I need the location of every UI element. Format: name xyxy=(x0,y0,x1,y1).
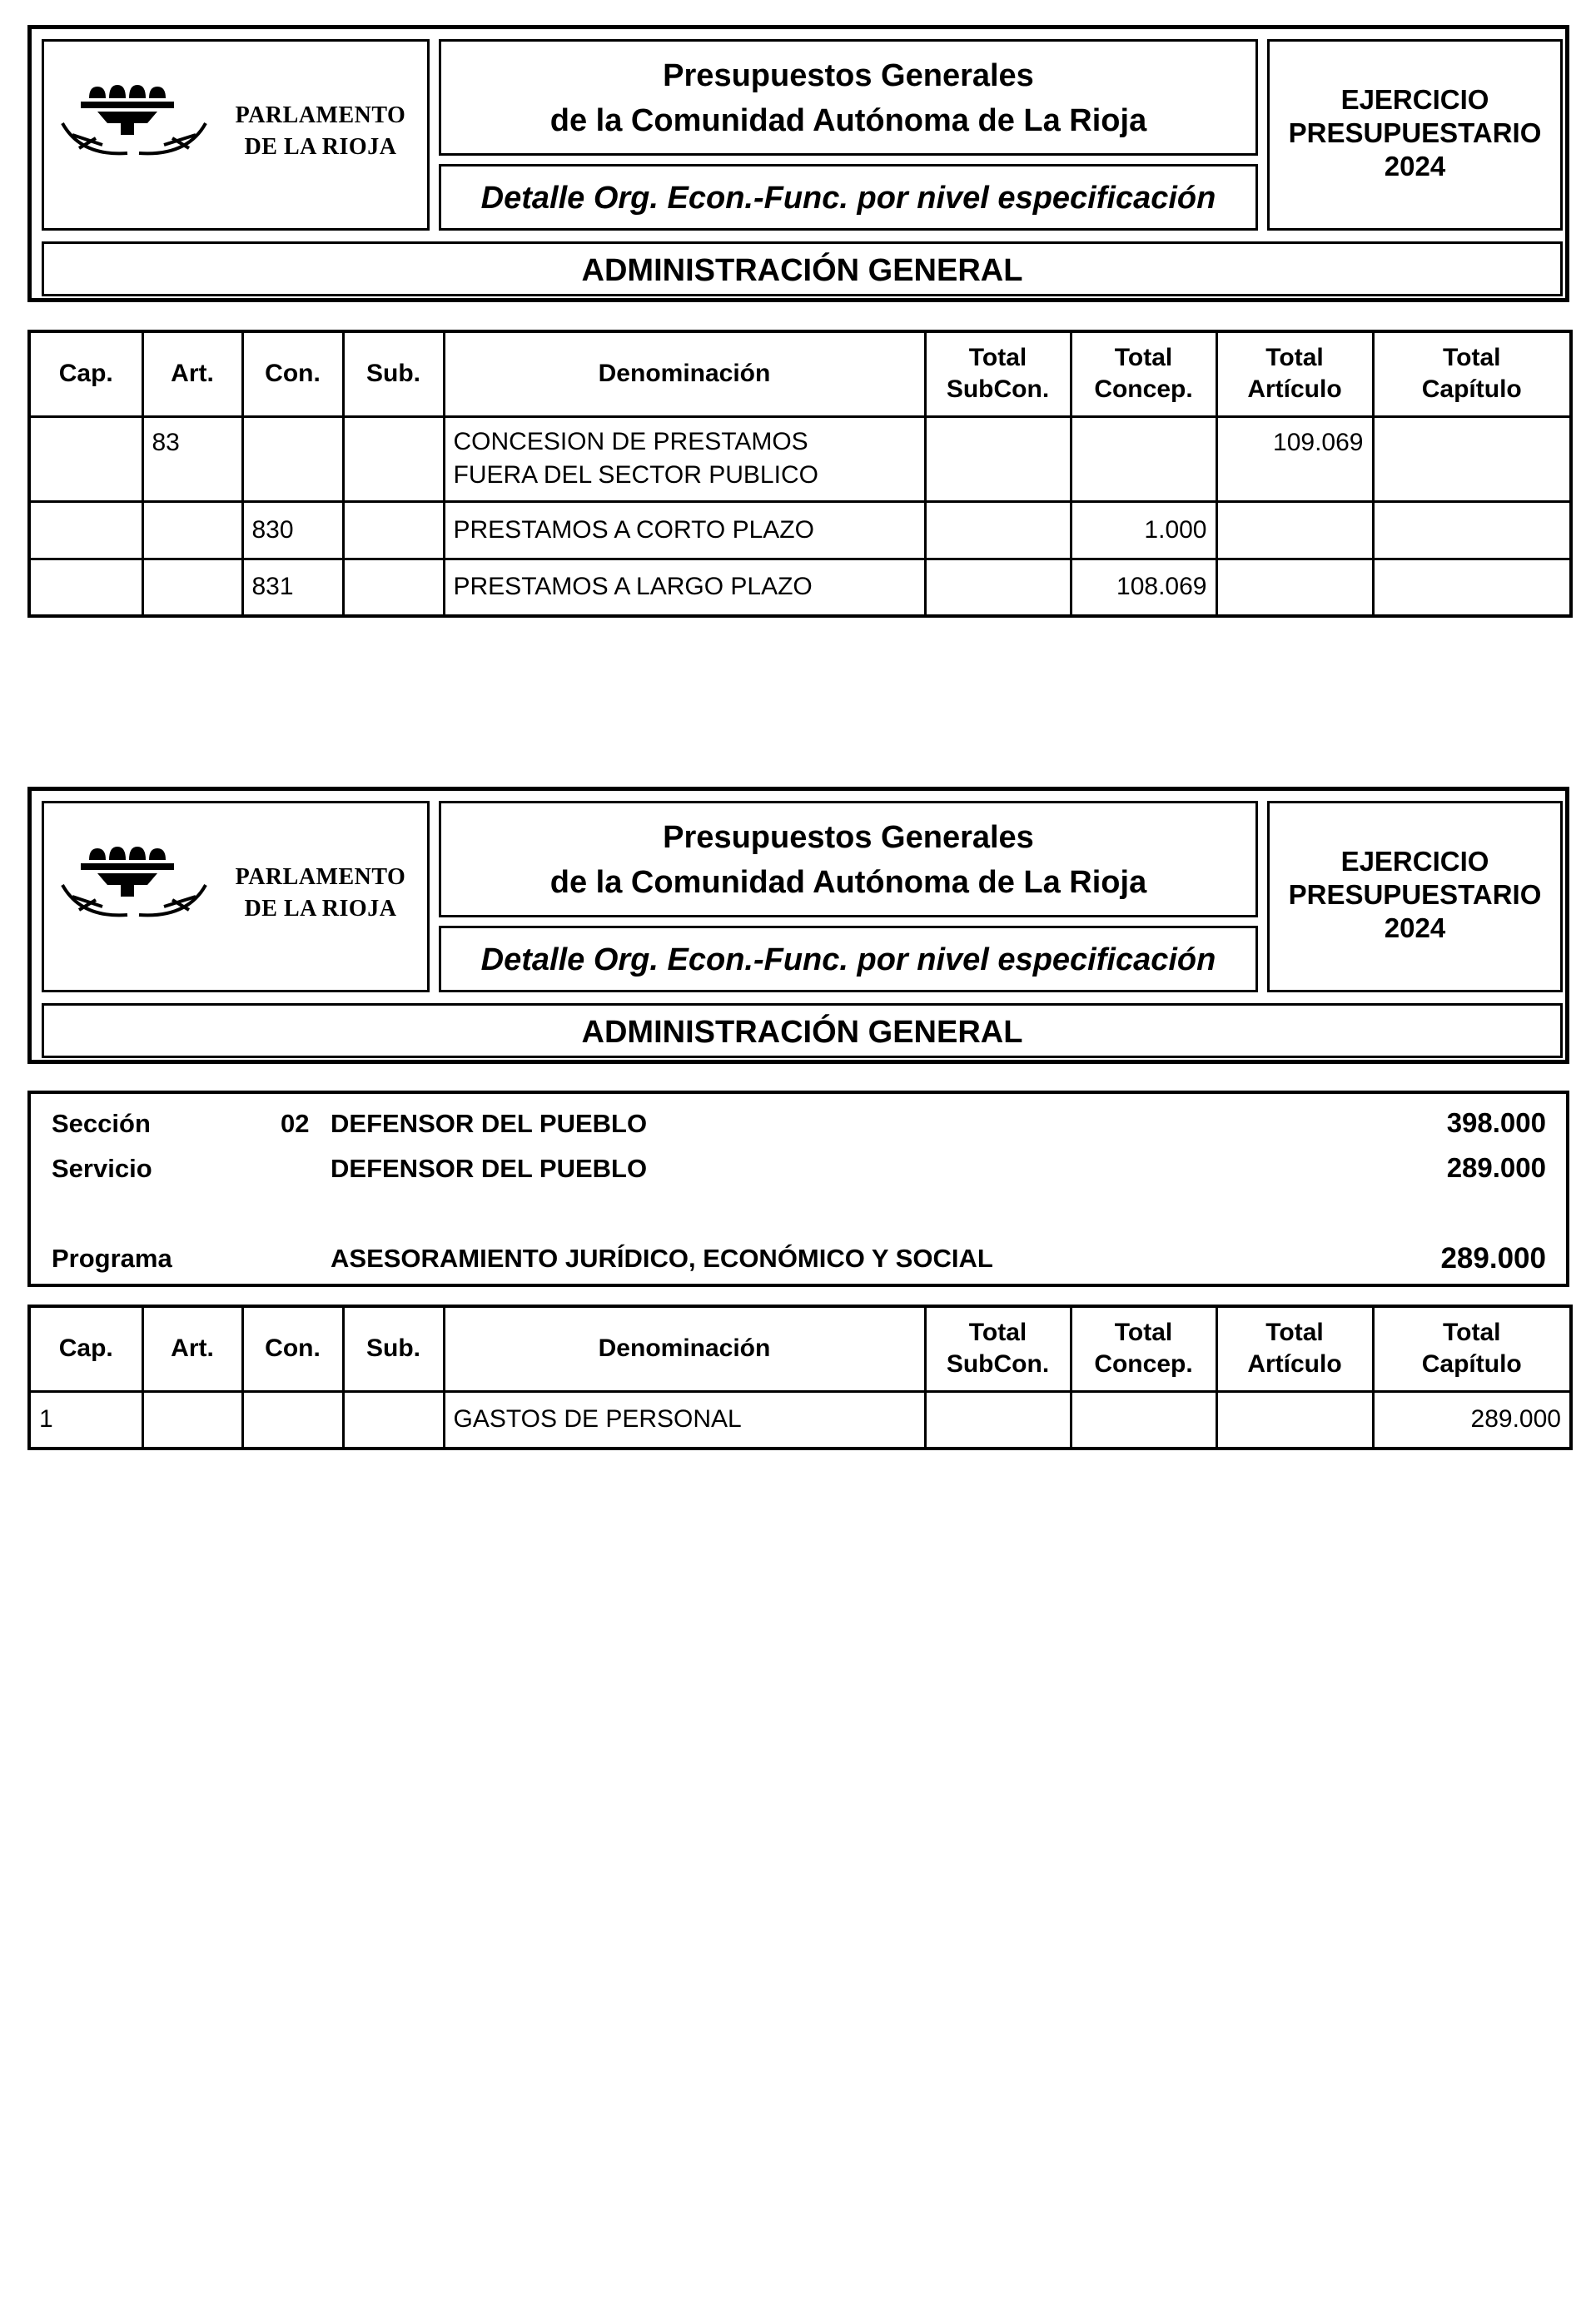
col-con: Con. xyxy=(242,1306,343,1391)
cell-sub xyxy=(343,416,444,501)
cell-art xyxy=(142,559,242,616)
cell-denominacion: GASTOS DE PERSONAL xyxy=(444,1391,925,1449)
cell-art xyxy=(142,501,242,559)
ejercicio-year: 2024 xyxy=(1384,151,1446,181)
subtitle-block xyxy=(439,926,1258,992)
ejercicio-line-1: EJERCICIO xyxy=(1340,846,1489,877)
cell-art: 83 xyxy=(142,416,242,501)
cell-sub xyxy=(343,1391,444,1449)
org-line-2: DE LA RIOJA xyxy=(244,896,397,922)
col-total-concep-l2: Concep. xyxy=(1094,375,1193,404)
programa-name: ASESORAMIENTO JURÍDICO, ECONÓMICO Y SOCIAL xyxy=(331,1244,993,1273)
col-art: Art. xyxy=(142,331,242,416)
cell-con: 831 xyxy=(242,559,343,616)
col-denominacion: Denominación xyxy=(444,1306,925,1391)
col-total-concep xyxy=(1071,1306,1216,1391)
cell-con xyxy=(242,416,343,501)
seccion-code: 02 xyxy=(281,1109,310,1138)
col-total-subcon-l1: Total xyxy=(968,344,1027,372)
cell-concep: 108.069 xyxy=(1071,559,1216,616)
col-total-concep-l2: Concep. xyxy=(1094,1350,1193,1379)
ejercicio-year: 2024 xyxy=(1384,912,1446,943)
cell-capitulo xyxy=(1373,559,1571,616)
report-subtitle: Detalle Org. Econ.-Func. por nivel especificación xyxy=(480,942,1216,977)
admin-title: ADMINISTRACIÓN GENERAL xyxy=(581,253,1023,288)
col-total-articulo-l1: Total xyxy=(1265,1319,1324,1347)
cell-con: 830 xyxy=(242,501,343,559)
col-total-capitulo xyxy=(1373,331,1571,416)
col-total-capitulo-l1: Total xyxy=(1443,1319,1501,1347)
cell-subcon xyxy=(925,416,1071,501)
programa-amount: 289.000 xyxy=(1440,1242,1546,1275)
cell-denominacion: PRESTAMOS A CORTO PLAZO xyxy=(444,501,925,559)
budget-table-2 xyxy=(27,1305,1573,1450)
cell-con xyxy=(242,1391,343,1449)
col-total-concep xyxy=(1071,331,1216,416)
cell-articulo xyxy=(1216,559,1373,616)
cell-articulo xyxy=(1216,501,1373,559)
servicio-name: DEFENSOR DEL PUEBLO xyxy=(331,1154,648,1183)
table-row xyxy=(29,416,1571,501)
cell-cap: 1 xyxy=(29,1391,142,1449)
cell-subcon xyxy=(925,1391,1071,1449)
ejercicio-line-2: PRESUPUESTARIO xyxy=(1288,117,1542,148)
cell-art xyxy=(142,1391,242,1449)
col-total-capitulo-l2: Capítulo xyxy=(1421,375,1522,404)
organization-name xyxy=(221,862,420,925)
title-line-1: Presupuestos Generales xyxy=(663,820,1034,855)
ejercicio-line-2: PRESUPUESTARIO xyxy=(1288,879,1542,910)
cell-sub xyxy=(343,501,444,559)
col-total-subcon-l2: SubCon. xyxy=(946,375,1050,404)
cell-concep: 1.000 xyxy=(1071,501,1216,559)
parlamento-emblem-icon xyxy=(56,73,214,165)
col-total-capitulo-l1: Total xyxy=(1443,344,1501,372)
col-cap: Cap. xyxy=(29,331,142,416)
table-row xyxy=(29,1391,1571,1449)
logo-block xyxy=(42,39,430,231)
title-line-2: de la Comunidad Autónoma de La Rioja xyxy=(549,103,1147,138)
table-row xyxy=(29,501,1571,559)
col-total-capitulo-l2: Capítulo xyxy=(1421,1350,1522,1379)
budget-table-1 xyxy=(27,330,1573,618)
col-total-subcon xyxy=(925,1306,1071,1391)
col-total-subcon-l2: SubCon. xyxy=(946,1350,1050,1379)
den-line-1: CONCESION DE PRESTAMOS xyxy=(453,428,808,455)
cell-articulo: 109.069 xyxy=(1216,416,1373,501)
cell-cap xyxy=(29,559,142,616)
seccion-amount: 398.000 xyxy=(1446,1107,1546,1138)
report-subtitle: Detalle Org. Econ.-Func. por nivel especificación xyxy=(480,181,1216,216)
title-line-1: Presupuestos Generales xyxy=(663,58,1034,93)
cell-denominacion xyxy=(444,416,925,501)
subtitle-block xyxy=(439,164,1258,231)
page-header-2 xyxy=(27,787,1569,1064)
col-total-concep-l1: Total xyxy=(1114,344,1173,372)
title-block xyxy=(439,801,1258,917)
admin-block xyxy=(42,1003,1563,1058)
org-line-2: DE LA RIOJA xyxy=(244,134,397,160)
ejercicio-line-1: EJERCICIO xyxy=(1340,84,1489,115)
col-total-capitulo xyxy=(1373,1306,1571,1391)
fiscal-year-block xyxy=(1267,801,1563,992)
cell-concep xyxy=(1071,416,1216,501)
cell-cap xyxy=(29,416,142,501)
table-row xyxy=(29,559,1571,616)
programa-label: Programa xyxy=(52,1244,172,1273)
cell-articulo xyxy=(1216,1391,1373,1449)
seccion-label: Sección xyxy=(52,1109,151,1138)
admin-title: ADMINISTRACIÓN GENERAL xyxy=(581,1015,1023,1050)
table-header-row xyxy=(29,331,1571,416)
cell-capitulo xyxy=(1373,501,1571,559)
col-total-articulo-l2: Artículo xyxy=(1247,1350,1342,1379)
den-line-2: FUERA DEL SECTOR PUBLICO xyxy=(453,461,818,489)
fiscal-year-block xyxy=(1267,39,1563,231)
col-art: Art. xyxy=(142,1306,242,1391)
admin-block xyxy=(42,241,1563,296)
logo-block xyxy=(42,801,430,992)
cell-subcon xyxy=(925,559,1071,616)
cell-capitulo xyxy=(1373,416,1571,501)
cell-denominacion: PRESTAMOS A LARGO PLAZO xyxy=(444,559,925,616)
cell-capitulo: 289.000 xyxy=(1373,1391,1571,1449)
cell-concep xyxy=(1071,1391,1216,1449)
col-denominacion: Denominación xyxy=(444,331,925,416)
servicio-amount: 289.000 xyxy=(1446,1152,1546,1183)
col-cap: Cap. xyxy=(29,1306,142,1391)
table-header-row xyxy=(29,1306,1571,1391)
col-con: Con. xyxy=(242,331,343,416)
col-total-articulo-l1: Total xyxy=(1265,344,1324,372)
cell-sub xyxy=(343,559,444,616)
seccion-name: DEFENSOR DEL PUEBLO xyxy=(331,1109,648,1138)
col-total-articulo xyxy=(1216,331,1373,416)
page-header xyxy=(27,25,1569,302)
servicio-label: Servicio xyxy=(52,1154,152,1183)
org-line-1: PARLAMENTO xyxy=(235,864,406,890)
col-total-concep-l1: Total xyxy=(1114,1319,1173,1347)
title-block xyxy=(439,39,1258,156)
col-sub: Sub. xyxy=(343,331,444,416)
section-info-box xyxy=(27,1091,1569,1287)
col-total-articulo xyxy=(1216,1306,1373,1391)
col-total-subcon xyxy=(925,331,1071,416)
col-total-articulo-l2: Artículo xyxy=(1247,375,1342,404)
col-total-subcon-l1: Total xyxy=(968,1319,1027,1347)
organization-name xyxy=(221,100,420,163)
col-sub: Sub. xyxy=(343,1306,444,1391)
cell-cap xyxy=(29,501,142,559)
title-line-2: de la Comunidad Autónoma de La Rioja xyxy=(549,865,1147,900)
cell-subcon xyxy=(925,501,1071,559)
org-line-1: PARLAMENTO xyxy=(235,102,406,128)
parlamento-emblem-icon xyxy=(56,835,214,927)
